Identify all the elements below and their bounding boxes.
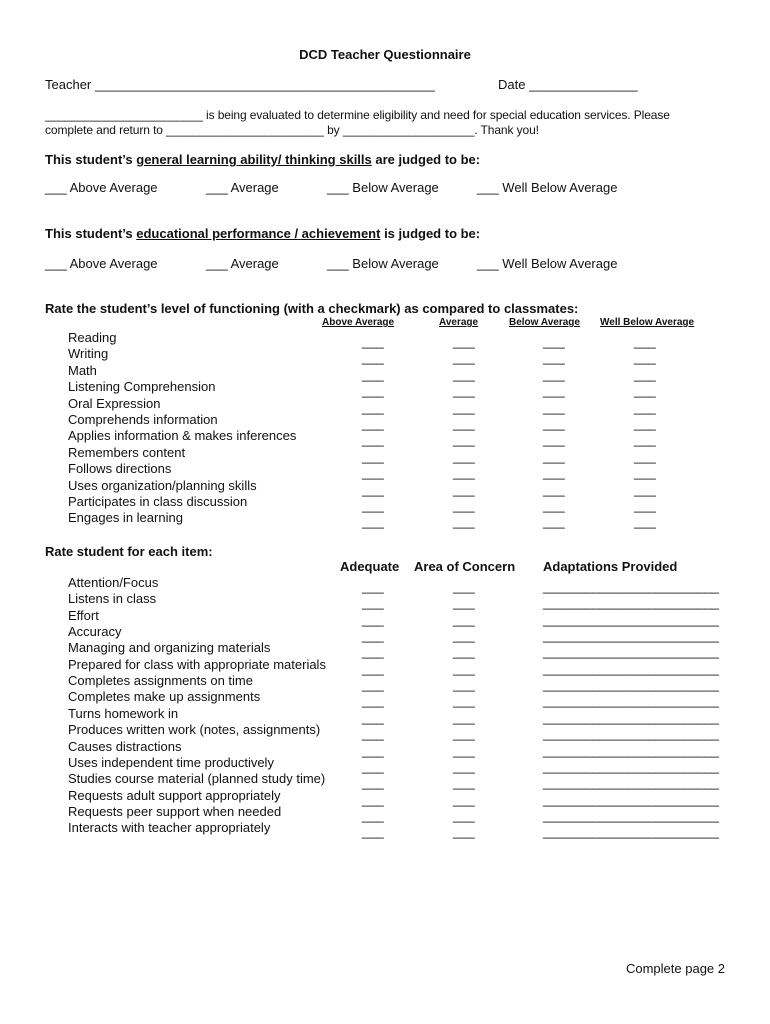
q2-option-average[interactable]: ___ Average xyxy=(206,256,279,271)
functioning-check-blank[interactable]: ___ xyxy=(453,514,475,530)
col-below-average: Below Average xyxy=(509,317,580,328)
functioning-check-blank[interactable]: ___ xyxy=(634,481,656,497)
functioning-check-blank[interactable]: ___ xyxy=(362,334,384,349)
adaptations-blank[interactable]: _________________________ xyxy=(543,775,719,791)
page-title: DCD Teacher Questionnaire xyxy=(299,47,471,62)
rate-item-check-blank[interactable]: ___ xyxy=(362,693,384,709)
rate-item-label: Interacts with teacher appropriately xyxy=(68,820,271,836)
q1-option-average[interactable]: ___ Average xyxy=(206,180,279,195)
functioning-check-blank[interactable]: ___ xyxy=(634,498,656,513)
rate-item-label: Completes make up assignments xyxy=(68,689,261,705)
functioning-check-blank[interactable]: ___ xyxy=(634,366,656,382)
q2-option-well-below-average[interactable]: ___ Well Below Average xyxy=(477,256,618,271)
rate-item-check-blank[interactable]: ___ xyxy=(453,726,475,742)
rate-item-check-blank[interactable]: ___ xyxy=(362,579,384,594)
rate-item-check-blank[interactable]: ___ xyxy=(362,791,384,807)
functioning-check-blank[interactable]: ___ xyxy=(543,399,565,415)
teacher-label: Teacher xyxy=(45,77,92,92)
q1-underlined: general learning ability/ thinking skills xyxy=(136,152,372,167)
functioning-check-blank[interactable]: ___ xyxy=(453,350,475,366)
rate-item-check-blank[interactable]: ___ xyxy=(453,709,475,725)
adaptations-blank[interactable]: _________________________ xyxy=(543,807,719,823)
q2-option-above-average[interactable]: ___ Above Average xyxy=(45,256,158,271)
q1-suffix: are judged to be: xyxy=(371,152,481,167)
rate-item-check-blank[interactable]: ___ xyxy=(362,595,384,611)
functioning-check-blank[interactable]: ___ xyxy=(362,498,384,513)
functioning-check-blank[interactable]: ___ xyxy=(362,514,384,530)
adaptations-blank[interactable]: _________________________ xyxy=(543,693,719,709)
rate-item-check-blank[interactable]: ___ xyxy=(362,660,384,676)
rate-item-check-blank[interactable]: ___ xyxy=(362,644,384,660)
intro-line-1: ________________________ is being evaluated to determine eligibility and need for special education services. Please xyxy=(45,108,670,122)
adaptations-blank[interactable]: _________________________ xyxy=(543,611,719,627)
q1-option-above-average[interactable]: ___ Above Average xyxy=(45,180,158,195)
functioning-check-blank[interactable]: ___ xyxy=(453,416,475,431)
functioning-check-blank[interactable]: ___ xyxy=(362,383,384,399)
rate-item-check-blank[interactable]: ___ xyxy=(362,775,384,791)
functioning-check-blank[interactable]: ___ xyxy=(453,465,475,481)
items-heading: Rate student for each item: xyxy=(45,544,213,559)
rate-item-label: Listens in class xyxy=(68,591,157,607)
functioning-check-blank[interactable]: ___ xyxy=(453,448,475,464)
functioning-check-blank[interactable]: ___ xyxy=(362,350,384,366)
functioning-check-blank[interactable]: ___ xyxy=(543,350,565,366)
rate-item-label: Produces written work (notes, assignments) xyxy=(68,722,321,738)
rate-item-label: Prepared for class with appropriate materials xyxy=(68,656,326,672)
functioning-check-blank[interactable]: ___ xyxy=(543,334,565,349)
functioning-check-blank[interactable]: ___ xyxy=(362,366,384,382)
rate-item-label: Causes distractions xyxy=(68,738,182,754)
functioning-check-blank[interactable]: ___ xyxy=(543,465,565,481)
rate-item-label: Requests adult support appropriately xyxy=(68,787,281,803)
q2-underlined: educational performance / achievement xyxy=(136,226,381,241)
rate-item-check-blank[interactable]: ___ xyxy=(453,742,475,758)
functioning-check-blank[interactable]: ___ xyxy=(453,366,475,382)
functioning-item-label: Uses organization/planning skills xyxy=(68,477,257,493)
rate-item-label: Accuracy xyxy=(68,624,122,640)
rate-item-check-blank[interactable]: ___ xyxy=(362,726,384,742)
functioning-check-blank[interactable]: ___ xyxy=(362,416,384,431)
rate-item-check-blank[interactable]: ___ xyxy=(453,579,475,594)
rate-item-check-blank[interactable]: ___ xyxy=(453,693,475,709)
adaptations-blank[interactable]: _________________________ xyxy=(543,677,719,693)
adaptations-blank[interactable]: _________________________ xyxy=(543,579,719,594)
col-adequate: Adequate xyxy=(340,559,400,574)
functioning-check-blank[interactable]: ___ xyxy=(453,399,475,415)
functioning-check-blank[interactable]: ___ xyxy=(362,481,384,497)
rate-item-label: Turns homework in xyxy=(68,705,179,721)
functioning-item-label: Remembers content xyxy=(68,444,186,460)
adaptations-blank[interactable]: _________________________ xyxy=(543,709,719,725)
col-area-of-concern: Area of Concern xyxy=(414,559,516,574)
functioning-check-blank[interactable]: ___ xyxy=(634,448,656,464)
functioning-check-blank[interactable]: ___ xyxy=(634,399,656,415)
rate-item-check-blank[interactable]: ___ xyxy=(453,660,475,676)
functioning-item-label: Applies information & makes inferences xyxy=(68,428,297,444)
functioning-check-blank[interactable]: ___ xyxy=(543,448,565,464)
functioning-check-blank[interactable]: ___ xyxy=(362,432,384,448)
rate-item-check-blank[interactable]: ___ xyxy=(453,595,475,611)
rate-item-check-blank[interactable]: ___ xyxy=(362,807,384,823)
rate-item-label: Completes assignments on time xyxy=(68,673,253,689)
date-blank[interactable]: _______________ xyxy=(529,77,638,92)
functioning-check-blank[interactable]: ___ xyxy=(634,465,656,481)
rate-item-check-blank[interactable]: ___ xyxy=(453,824,475,840)
adaptations-blank[interactable]: _________________________ xyxy=(543,758,719,774)
rate-item-check-blank[interactable]: ___ xyxy=(453,791,475,807)
col-well-below-average: Well Below Average xyxy=(600,317,695,328)
col-average: Average xyxy=(439,317,479,328)
rate-item-check-blank[interactable]: ___ xyxy=(453,758,475,774)
functioning-item-label: Math xyxy=(68,362,97,378)
rate-item-check-blank[interactable]: ___ xyxy=(362,742,384,758)
rate-item-check-blank[interactable]: ___ xyxy=(362,611,384,627)
functioning-item-label: Reading xyxy=(68,330,117,345)
functioning-check-blank[interactable]: ___ xyxy=(362,448,384,464)
footer-note: Complete page 2 xyxy=(625,961,725,976)
adaptations-blank[interactable]: _________________________ xyxy=(543,824,719,840)
rate-item-check-blank[interactable]: ___ xyxy=(453,628,475,644)
functioning-item-label: Oral Expression xyxy=(68,395,161,411)
functioning-item-label: Listening Comprehension xyxy=(68,379,216,395)
functioning-check-blank[interactable]: ___ xyxy=(362,399,384,415)
functioning-check-blank[interactable]: ___ xyxy=(634,416,656,431)
rate-item-check-blank[interactable]: ___ xyxy=(453,807,475,823)
rate-item-check-blank[interactable]: ___ xyxy=(453,775,475,791)
functioning-check-blank[interactable]: ___ xyxy=(634,350,656,366)
adaptations-blank[interactable]: _________________________ xyxy=(543,644,719,660)
q1-heading xyxy=(45,152,480,167)
intro-line-2: complete and return to ________________________ by ____________________. Thank you! xyxy=(45,123,539,137)
functioning-check-blank[interactable]: ___ xyxy=(453,481,475,497)
q1-prefix: This student’s xyxy=(45,152,137,167)
functioning-check-blank[interactable]: ___ xyxy=(362,465,384,481)
functioning-item-label: Engages in learning xyxy=(68,510,183,526)
functioning-item-label: Writing xyxy=(68,346,109,362)
q2-option-below-average[interactable]: ___ Below Average xyxy=(327,256,439,271)
q2-heading xyxy=(45,226,480,241)
rate-item-label: Requests peer support when needed xyxy=(68,803,282,819)
rate-item-check-blank[interactable]: ___ xyxy=(453,611,475,627)
q2-suffix: is judged to be: xyxy=(380,226,481,241)
rate-item-label: Managing and organizing materials xyxy=(68,640,271,656)
functioning-check-blank[interactable]: ___ xyxy=(543,514,565,530)
rate-item-check-blank[interactable]: ___ xyxy=(362,628,384,644)
rate-item-check-blank[interactable]: ___ xyxy=(362,709,384,725)
functioning-check-blank[interactable]: ___ xyxy=(453,383,475,399)
functioning-check-blank[interactable]: ___ xyxy=(543,498,565,513)
q1-option-well-below-average[interactable]: ___ Well Below Average xyxy=(477,180,618,195)
rate-item-check-blank[interactable]: ___ xyxy=(453,644,475,660)
col-above-average: Above Average xyxy=(322,317,395,328)
rate-item-label: Effort xyxy=(68,607,99,623)
rate-item-check-blank[interactable]: ___ xyxy=(453,677,475,693)
col-adaptations-provided: Adaptations Provided xyxy=(543,559,678,574)
adaptations-blank[interactable]: _________________________ xyxy=(543,742,719,758)
adaptations-blank[interactable]: _________________________ xyxy=(543,595,719,611)
functioning-check-blank[interactable]: ___ xyxy=(453,334,475,349)
q2-prefix: This student’s xyxy=(45,226,137,241)
rate-item-check-blank[interactable]: ___ xyxy=(362,758,384,774)
functioning-check-blank[interactable]: ___ xyxy=(453,498,475,513)
functioning-item-label: Follows directions xyxy=(68,461,172,477)
teacher-line xyxy=(45,77,435,92)
rate-item-label: Attention/Focus xyxy=(68,575,159,590)
rate-item-check-blank[interactable]: ___ xyxy=(362,824,384,840)
functioning-item-label: Comprehends information xyxy=(68,412,218,427)
functioning-check-blank[interactable]: ___ xyxy=(634,383,656,399)
functioning-check-blank[interactable]: ___ xyxy=(543,432,565,448)
adaptations-blank[interactable]: _________________________ xyxy=(543,791,719,807)
rate-item-label: Uses independent time productively xyxy=(68,754,274,770)
functioning-check-blank[interactable]: ___ xyxy=(634,514,656,530)
functioning-check-blank[interactable]: ___ xyxy=(543,481,565,497)
functioning-check-blank[interactable]: ___ xyxy=(634,334,656,349)
functioning-check-blank[interactable]: ___ xyxy=(453,432,475,448)
rate-item-label: Studies course material (planned study time) xyxy=(68,771,326,787)
date-label: Date xyxy=(498,77,526,92)
adaptations-blank[interactable]: _________________________ xyxy=(543,628,719,644)
functioning-check-blank[interactable]: ___ xyxy=(543,416,565,431)
date-line xyxy=(498,77,638,92)
functioning-check-blank[interactable]: ___ xyxy=(634,432,656,448)
q1-option-below-average[interactable]: ___ Below Average xyxy=(327,180,439,195)
rate-item-check-blank[interactable]: ___ xyxy=(362,677,384,693)
functioning-check-blank[interactable]: ___ xyxy=(543,366,565,382)
teacher-blank[interactable]: _______________________________________________ xyxy=(94,77,435,92)
functioning-heading: Rate the student’s level of functioning (with a checkmark) as compared to classmates: xyxy=(45,301,579,316)
functioning-item-label: Participates in class discussion xyxy=(68,494,248,509)
adaptations-blank[interactable]: _________________________ xyxy=(543,660,719,676)
adaptations-blank[interactable]: _________________________ xyxy=(543,726,719,742)
functioning-check-blank[interactable]: ___ xyxy=(543,383,565,399)
